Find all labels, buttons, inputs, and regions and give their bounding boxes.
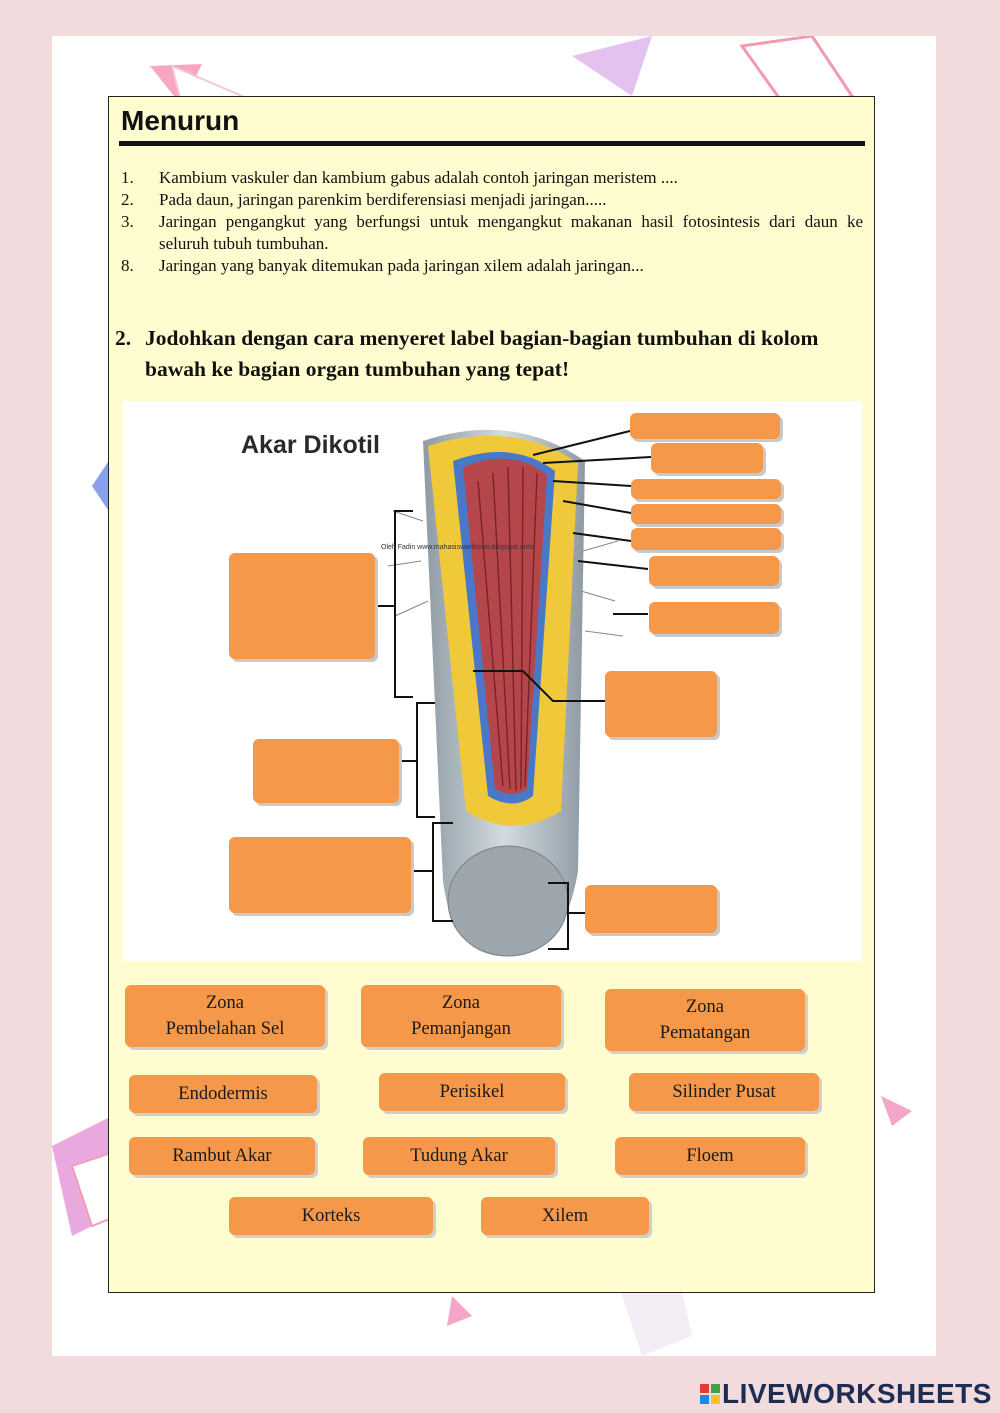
label-zona-pembelahan-sel[interactable]: Zona Pembelahan Sel <box>125 985 325 1047</box>
clue-list <box>121 167 863 277</box>
label-tudung-akar[interactable]: Tudung Akar <box>363 1137 555 1175</box>
drop-zone[interactable] <box>651 443 763 473</box>
drop-zone[interactable] <box>631 528 781 550</box>
question-2-instruction <box>115 323 855 385</box>
drop-zone[interactable] <box>631 504 781 524</box>
diagram-credit: Oleh Fadin www.mahasiswaribowo.blogspot.com <box>381 544 534 551</box>
drop-zone[interactable] <box>229 837 411 913</box>
drop-zone[interactable] <box>631 479 781 499</box>
label-xilem[interactable]: Xilem <box>481 1197 649 1235</box>
clue-item: 3. Jaringan pengangkut yang berfungsi untuk mengangkut makanan hasil fotosintesis dari daun ke seluruh tubuh tumbuhan. <box>121 212 863 253</box>
diagram-title: Akar Dikotil <box>241 431 380 459</box>
label-silinder-pusat[interactable]: Silinder Pusat <box>629 1073 819 1111</box>
clue-item: 2. Pada daun, jaringan parenkim berdiferensiasi menjadi jaringan..... <box>121 190 607 209</box>
label-perisikel[interactable]: Perisikel <box>379 1073 565 1111</box>
brand-name: LIVEWORKSHEETS <box>722 1378 992 1409</box>
drop-zone[interactable] <box>605 671 717 737</box>
drop-zone[interactable] <box>649 556 779 586</box>
label-zona-pemanjangan[interactable]: Zona Pemanjangan <box>361 985 561 1047</box>
label-floem[interactable]: Floem <box>615 1137 805 1175</box>
label-korteks[interactable]: Korteks <box>229 1197 433 1235</box>
clue-item: 1. Kambium vaskuler dan kambium gabus adalah contoh jaringan meristem .... <box>121 168 678 187</box>
label-endodermis[interactable]: Endodermis <box>129 1075 317 1113</box>
question-text: Jodohkan dengan cara menyeret label bagian-bagian tumbuhan di kolom bawah ke bagian organ tumbuhan yang tepat! <box>145 326 819 381</box>
drop-zone[interactable] <box>585 885 717 933</box>
worksheet-panel <box>108 96 875 1293</box>
drop-zone[interactable] <box>253 739 399 803</box>
drop-zone[interactable] <box>630 413 780 439</box>
section-heading: Menurun <box>121 105 240 136</box>
drop-zone[interactable] <box>649 602 779 634</box>
label-zona-pematangan[interactable]: Zona Pematangan <box>605 989 805 1051</box>
question-number: 2. <box>115 326 132 350</box>
liveworksheets-brand <box>700 1378 992 1410</box>
drop-zone[interactable] <box>229 553 375 659</box>
clue-item: 8. Jaringan yang banyak ditemukan pada jaringan xilem adalah jaringan... <box>121 256 644 275</box>
root-diagram <box>123 401 862 961</box>
liveworksheets-logo-icon <box>700 1384 720 1404</box>
heading-divider <box>119 141 865 146</box>
label-rambut-akar[interactable]: Rambut Akar <box>129 1137 315 1175</box>
